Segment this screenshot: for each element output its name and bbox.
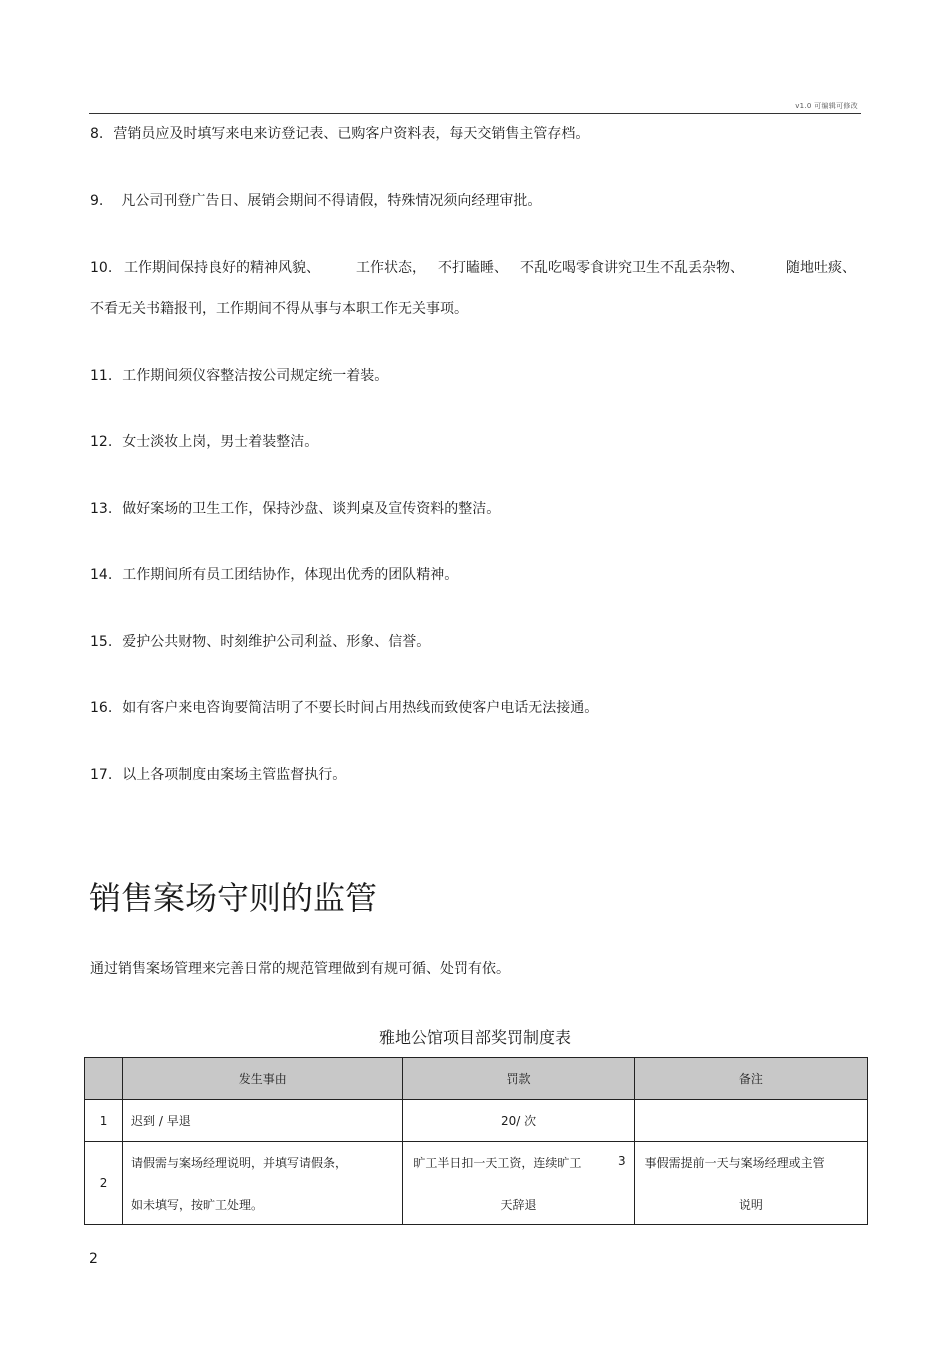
rule-number: 10. [90,260,113,276]
version-tag: v1.0 可编辑可修改 [795,102,858,110]
rule-text: 工作期间须仪容整洁按公司规定统一着装。 [122,368,389,384]
cell-note [634,1142,867,1225]
rule-number: 8. [90,126,104,142]
table-row [85,1142,868,1225]
rule-number: 16. [90,700,113,716]
cell-note [634,1100,867,1142]
rule-text-segment: 不打瞌睡、 [438,260,508,276]
rule-text: 爱护公共财物、时刻维护公司利益、形象、信誉。 [122,634,431,650]
rule-number: 15. [90,634,113,650]
cell-fine: 20/ 次 [403,1100,634,1142]
header-cell-note: 备注 [634,1058,867,1100]
table-header-row [85,1058,868,1100]
rule-item-16 [90,698,598,718]
rule-number: 12. [90,434,113,450]
rule-text-segment: 工作期间保持良好的精神风貌、 [124,260,320,276]
header-rule [89,113,861,114]
rule-text: 营销员应及时填写来电来访登记表、已购客户资料表，每天交销售主管存档。 [113,126,590,142]
cell-fine-line: 天辞退 [500,1198,537,1212]
cell-reason-line: 如未填写，按旷工处理。 [131,1198,264,1212]
header-cell-fine: 罚款 [403,1058,634,1100]
cell-reason: 迟到 / 早退 [123,1100,403,1142]
rule-text: 做好案场的卫生工作，保持沙盘、谈判桌及宣传资料的整洁。 [122,501,501,517]
cell-reason [123,1142,403,1225]
cell-fine-line: 旷工半日扣一天工资，连续旷工 [413,1156,582,1170]
table-caption: 雅地公馆项目部奖罚制度表 [378,1028,571,1047]
section-title: 销售案场守则的监管 [89,879,378,917]
rule-item-12 [90,432,318,452]
cell-fine [403,1142,634,1225]
rule-item-9 [90,191,541,211]
page-number: 2 [89,1251,98,1267]
rule-text-segment: 工作状态， [356,260,426,276]
cell-no: 2 [85,1142,123,1225]
cell-reason-line: 请假需与案场经理说明，并填写请假条， [131,1156,348,1170]
header-cell-reason: 发生事由 [123,1058,403,1100]
rule-item-15 [90,632,430,652]
rule-text: 如有客户来电咨询要简洁明了不要长时间占用热线而致使客户电话无法接通。 [122,700,599,716]
cell-note-line: 说明 [738,1198,763,1212]
rule-number: 11. [90,368,113,384]
rule-text: 工作期间所有员工团结协作，体现出优秀的团队精神。 [122,567,459,583]
rule-number: 14. [90,567,113,583]
rule-number: 9. [90,193,104,209]
rule-item-17 [90,765,346,785]
rule-number: 13. [90,501,113,517]
rule-item-13 [90,499,500,519]
rule-item-11 [90,366,388,386]
cell-no: 1 [85,1100,123,1142]
rule-text-segment: 不乱吃喝零食讲究卫生不乱丢杂物、 [520,260,744,276]
rule-text: 以上各项制度由案场主管监督执行。 [122,767,347,783]
rule-text-segment: 随地吐痰、 [786,260,856,276]
cell-note-line: 事假需提前一天与案场经理或主管 [644,1156,825,1170]
rule-text: 女士淡妆上岗，男士着装整洁。 [122,434,319,450]
rule-item-14 [90,565,458,585]
section-intro: 通过销售案场管理来完善日常的规范管理做到有规可循、处罚有依。 [90,961,510,977]
rule-number: 17. [90,767,113,783]
table-row [85,1100,868,1142]
rule-item-10-continuation: 不看无关书籍报刊，工作期间不得从事与本职工作无关事项。 [90,301,468,317]
cell-fine-number: 3 [618,1154,626,1168]
rule-text: 凡公司刊登广告日、展销会期间不得请假，特殊情况须向经理审批。 [121,193,542,209]
header-cell-no [85,1058,123,1100]
penalty-table [84,1057,868,1225]
rule-item-8 [90,124,589,144]
